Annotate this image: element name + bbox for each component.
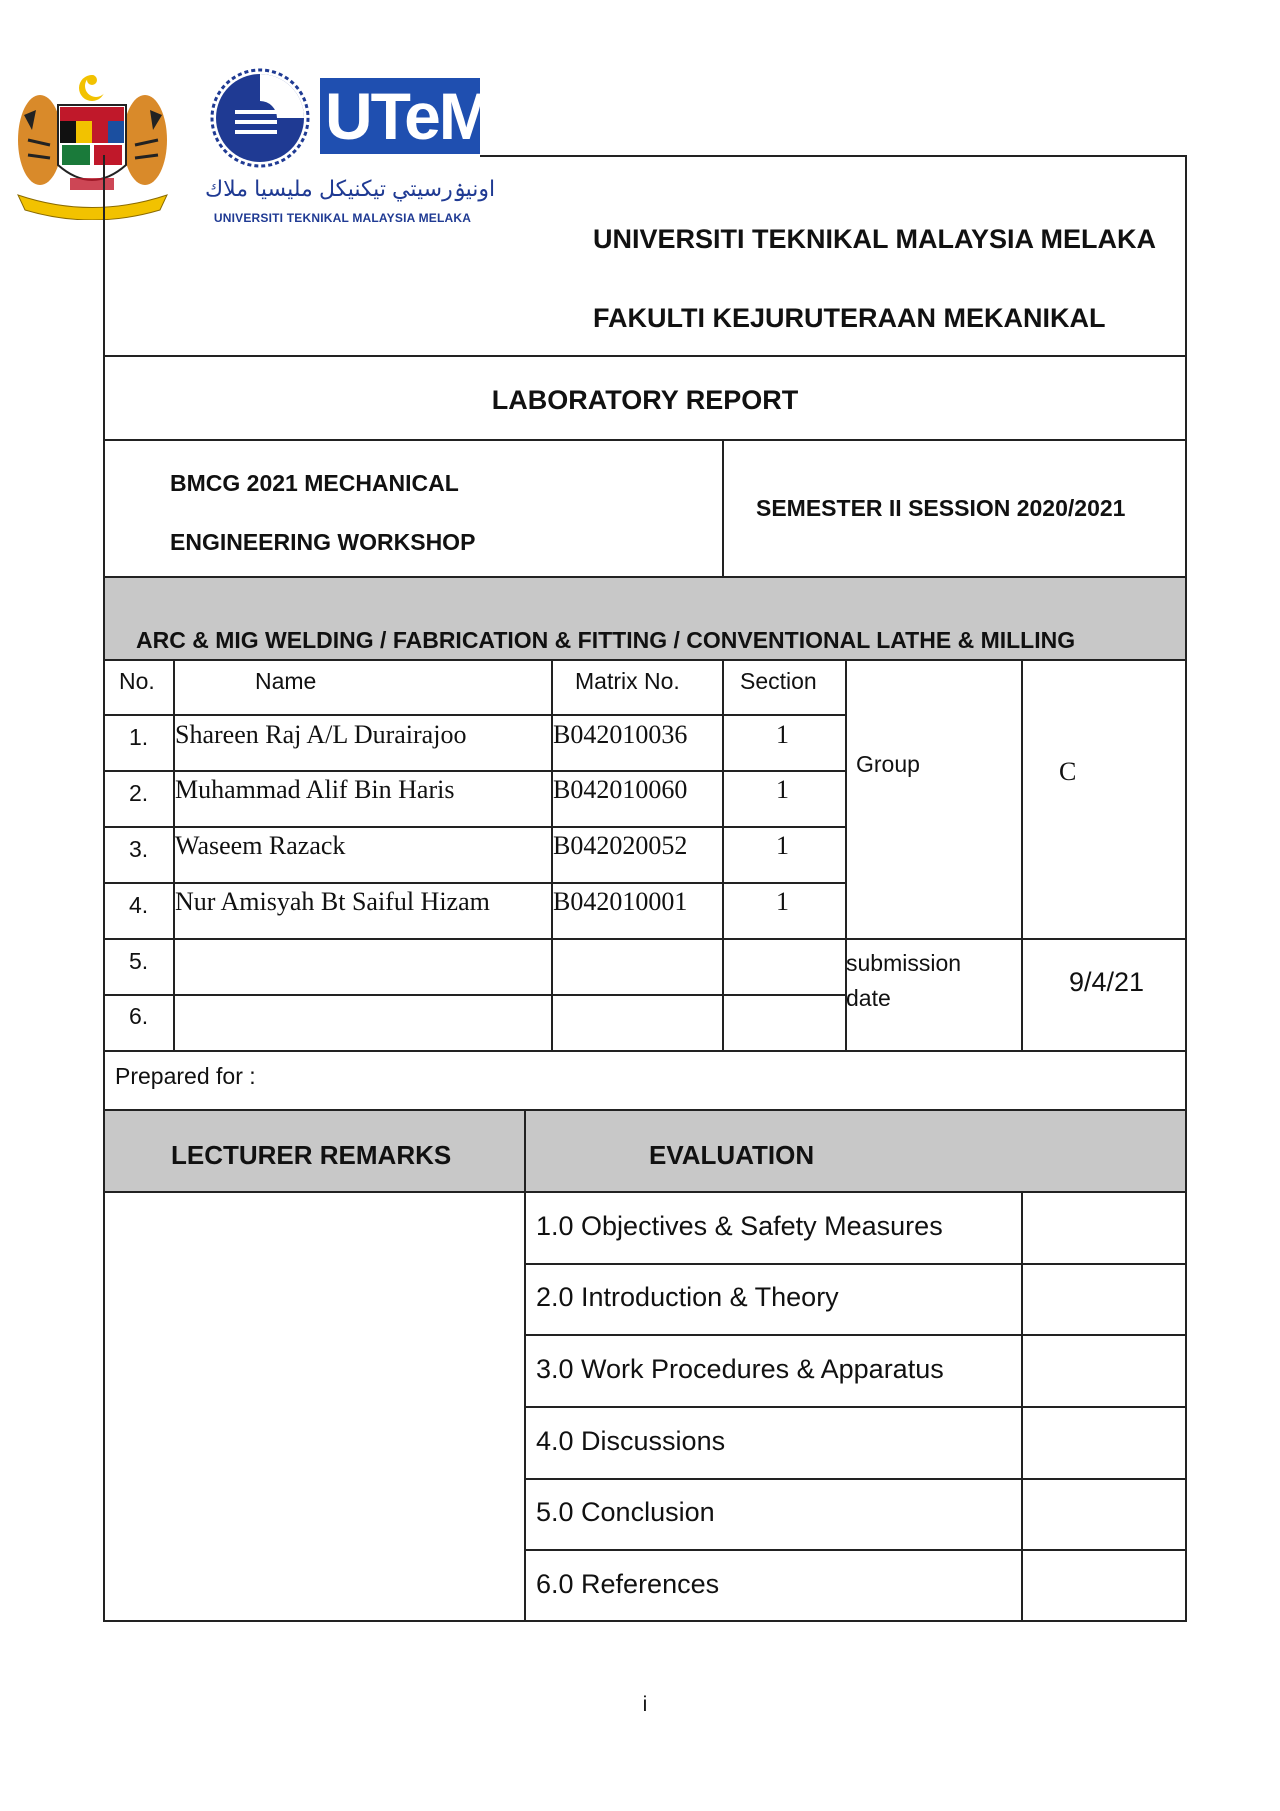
- utem-logo-subtitle: UNIVERSITI TEKNIKAL MALAYSIA MELAKA: [213, 211, 472, 225]
- rule-eval2: [524, 1334, 1187, 1336]
- member-name: Muhammad Alif Bin Haris: [175, 775, 455, 804]
- utem-logo: [205, 68, 496, 230]
- rule-eval5: [524, 1549, 1187, 1551]
- group-value: C: [1059, 757, 1077, 786]
- col-header-section: Section: [740, 668, 817, 694]
- member-matrix: B042010060: [553, 775, 688, 804]
- rule-row5: [103, 994, 846, 996]
- member-section: 1: [776, 775, 789, 804]
- member-name: Waseem Razack: [175, 831, 346, 860]
- member-matrix: B042010036: [553, 720, 688, 749]
- divider-remarks-eval: [524, 1109, 526, 1621]
- member-name: Nur Amisyah Bt Saiful Hizam: [175, 887, 490, 916]
- evaluation-header: EVALUATION: [649, 1140, 815, 1170]
- rule-row6: [103, 1050, 1187, 1052]
- rule-row4: [103, 938, 1187, 940]
- utem-logo-text: UTeM: [325, 79, 492, 153]
- report-title: LABORATORY REPORT: [491, 385, 799, 415]
- member-matrix: B042020052: [553, 831, 688, 860]
- submission-label-1: submission: [846, 950, 962, 976]
- evaluation-item: 3.0 Work Procedures & Apparatus: [536, 1354, 944, 1384]
- frame-left: [103, 155, 105, 1621]
- rule-header-bottom: [103, 355, 1187, 357]
- divider-group-value: [1021, 659, 1023, 1050]
- rule-eval1: [524, 1263, 1187, 1265]
- row-no: 2.: [129, 780, 149, 806]
- frame-top: [480, 155, 1187, 157]
- course-line-2: ENGINEERING WORKSHOP: [170, 529, 476, 555]
- submission-label-2: date: [846, 985, 891, 1011]
- rule-title-bottom: [103, 439, 1187, 441]
- rule-row1: [103, 770, 846, 772]
- university-name: UNIVERSITI TEKNIKAL MALAYSIA MELAKA: [593, 224, 1157, 254]
- evaluation-item: 4.0 Discussions: [536, 1426, 726, 1456]
- rule-eval-header-bottom: [103, 1191, 1187, 1193]
- member-matrix: B042010001: [553, 887, 688, 916]
- member-name: Shareen Raj A/L Durairajoo: [175, 720, 467, 749]
- faculty-name: FAKULTI KEJURUTERAAN MEKANIKAL: [593, 303, 1106, 333]
- evaluation-item: 5.0 Conclusion: [536, 1497, 715, 1527]
- divider-matrix-section: [722, 659, 724, 1050]
- divider-course-semester: [722, 439, 724, 576]
- rule-row3: [103, 882, 846, 884]
- frame-bottom: [103, 1620, 1187, 1622]
- lecturer-remarks-header: LECTURER REMARKS: [171, 1140, 452, 1170]
- malaysia-coat-of-arms: [10, 70, 175, 220]
- member-section: 1: [776, 887, 789, 916]
- row-no: 5.: [129, 948, 149, 974]
- frame-right: [1185, 155, 1187, 1621]
- submission-date-value: 9/4/21: [1069, 967, 1145, 997]
- evaluation-item: 1.0 Objectives & Safety Measures: [536, 1211, 943, 1241]
- rule-topic-bottom: [103, 659, 1187, 661]
- row-no: 1.: [129, 724, 149, 750]
- row-no: 6.: [129, 1003, 149, 1029]
- rule-prepared-bottom: [103, 1109, 1187, 1111]
- evaluation-item: 2.0 Introduction & Theory: [536, 1282, 839, 1312]
- rule-eval4: [524, 1478, 1187, 1480]
- group-label: Group: [856, 751, 920, 777]
- col-header-name: Name: [255, 668, 317, 694]
- rule-course-bottom: [103, 576, 1187, 578]
- topic-title: ARC & MIG WELDING / FABRICATION & FITTING / CONVENTIONAL LATHE & MILLING: [136, 627, 1076, 653]
- divider-eval-score: [1021, 1191, 1023, 1621]
- rule-row2: [103, 826, 846, 828]
- member-section: 1: [776, 720, 789, 749]
- row-no: 4.: [129, 892, 149, 918]
- col-header-matrix: Matrix No.: [575, 668, 680, 694]
- utem-logo-arabic: اونيۏرسيتي تيكنيكل مليسيا ملاك: [205, 176, 496, 201]
- rule-header-row: [103, 714, 846, 716]
- rule-eval3: [524, 1406, 1187, 1408]
- semester-session: SEMESTER II SESSION 2020/2021: [756, 495, 1126, 521]
- member-section: 1: [776, 831, 789, 860]
- evaluation-header-bg: [524, 1110, 1186, 1192]
- col-header-no: No.: [119, 668, 155, 694]
- page-number: i: [642, 1693, 648, 1716]
- prepared-for-label: Prepared for :: [115, 1063, 256, 1089]
- row-no: 3.: [129, 836, 149, 862]
- evaluation-item: 6.0 References: [536, 1569, 720, 1599]
- course-line-1: BMCG 2021 MECHANICAL: [170, 470, 459, 496]
